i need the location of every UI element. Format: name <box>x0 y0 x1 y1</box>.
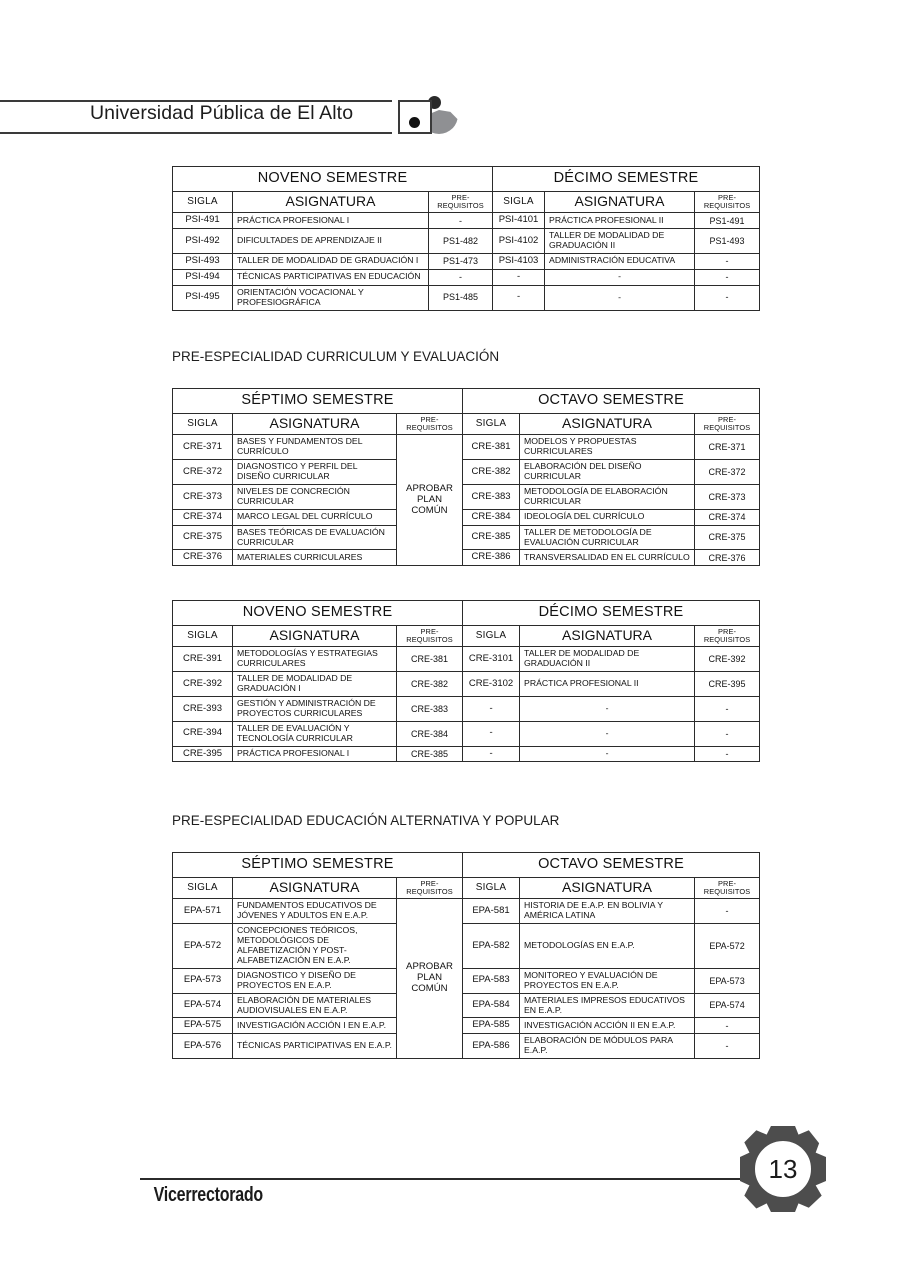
column-header-asignatura-right: ASIGNATURA <box>520 413 695 435</box>
cell-asignatura: DIFICULTADES DE APRENDIZAJE II <box>233 229 429 254</box>
table-row <box>173 968 760 993</box>
cell-sigla: CRE-392 <box>173 672 233 697</box>
cell-prereq: EPA-572 <box>695 924 760 969</box>
column-header-sigla-left: SIGLA <box>173 413 233 435</box>
cell-sigla: EPA-584 <box>463 993 520 1018</box>
column-header-prereq-left: PRE-REQUISITOS <box>397 625 463 647</box>
cell-sigla: CRE-385 <box>463 525 520 550</box>
cell-sigla: CRE-395 <box>173 746 233 762</box>
cell-sigla: PSI-4101 <box>493 213 545 229</box>
page-title: Universidad Pública de El Alto <box>90 102 354 124</box>
cell-asignatura: TRANSVERSALIDAD EN EL CURRÍCULO <box>520 550 695 566</box>
cell-asignatura: HISTORIA DE E.A.P. EN BOLIVIA Y AMÉRICA LATINA <box>520 899 695 924</box>
cell-asignatura: - <box>545 285 695 310</box>
cell-prereq: PS1-482 <box>429 229 493 254</box>
column-header-asignatura-left: ASIGNATURA <box>233 191 429 213</box>
column-header-prereq-right: PRE-REQUISITOS <box>695 191 760 213</box>
cell-prereq: CRE-374 <box>695 509 760 525</box>
cell-sigla: CRE-375 <box>173 525 233 550</box>
semester-title-right: OCTAVO SEMESTRE <box>463 389 760 414</box>
cell-asignatura: TALLER DE EVALUACIÓN Y TECNOLOGÍA CURRICULAR <box>233 721 397 746</box>
cell-sigla: PSI-491 <box>173 213 233 229</box>
cell-asignatura: FUNDAMENTOS EDUCATIVOS DE JÓVENES Y ADULTOS EN E.A.P. <box>233 899 397 924</box>
cell-sigla: EPA-574 <box>173 993 233 1018</box>
cell-asignatura: PRÁCTICA PROFESIONAL I <box>233 746 397 762</box>
table-row <box>173 721 760 746</box>
cell-asignatura: MARCO LEGAL DEL CURRÍCULO <box>233 509 397 525</box>
cell-sigla: CRE-382 <box>463 460 520 485</box>
header-rule-bottom <box>0 132 392 134</box>
table-header-row <box>173 853 760 878</box>
cell-asignatura: IDEOLOGÍA DEL CURRÍCULO <box>520 509 695 525</box>
cell-sigla: CRE-386 <box>463 550 520 566</box>
column-header-sigla-left: SIGLA <box>173 191 233 213</box>
column-header-asignatura-right: ASIGNATURA <box>545 191 695 213</box>
column-header-asignatura-left: ASIGNATURA <box>233 625 397 647</box>
cell-sigla: EPA-575 <box>173 1018 233 1034</box>
table-psi-noveno-decimo <box>172 166 760 311</box>
cell-prereq: - <box>695 721 760 746</box>
table-row <box>173 924 760 969</box>
column-header-sigla-left: SIGLA <box>173 877 233 899</box>
cell-asignatura: - <box>545 269 695 285</box>
cell-prereq: CRE-384 <box>397 721 463 746</box>
cell-asignatura: TÉCNICAS PARTICIPATIVAS EN EDUCACIÓN <box>233 269 429 285</box>
cell-asignatura: GESTIÓN Y ADMINISTRACIÓN DE PROYECTOS CURRICULARES <box>233 697 397 722</box>
cell-asignatura: MATERIALES IMPRESOS EDUCATIVOS EN E.A.P. <box>520 993 695 1018</box>
table-row <box>173 899 760 924</box>
cell-sigla: PSI-4103 <box>493 254 545 270</box>
cell-prereq: - <box>695 285 760 310</box>
cell-asignatura: ELABORACIÓN DEL DISEÑO CURRICULAR <box>520 460 695 485</box>
cell-asignatura: METODOLOGÍAS Y ESTRATEGIAS CURRICULARES <box>233 647 397 672</box>
table-row <box>173 672 760 697</box>
cell-asignatura: ADMINISTRACIÓN EDUCATIVA <box>545 254 695 270</box>
cell-asignatura: ELABORACIÓN DE MÓDULOS PARA E.A.P. <box>520 1034 695 1059</box>
cell-prereq: PS1-473 <box>429 254 493 270</box>
cell-sigla: EPA-576 <box>173 1034 233 1059</box>
column-header-prereq-right: PRE-REQUISITOS <box>695 625 760 647</box>
logo-dot-icon <box>409 117 420 128</box>
cell-sigla: EPA-573 <box>173 968 233 993</box>
cell-asignatura: TALLER DE MODALIDAD DE GRADUACIÓN II <box>545 229 695 254</box>
cell-asignatura: METODOLOGÍAS EN E.A.P. <box>520 924 695 969</box>
column-header-prereq-left: PRE-REQUISITOS <box>429 191 493 213</box>
table-column-header-row <box>173 413 760 435</box>
cell-asignatura: TALLER DE METODOLOGÍA DE EVALUACIÓN CURRICULAR <box>520 525 695 550</box>
cell-sigla: EPA-586 <box>463 1034 520 1059</box>
column-header-prereq-right: PRE-REQUISITOS <box>695 413 760 435</box>
cell-asignatura: INVESTIGACIÓN ACCIÓN II EN E.A.P. <box>520 1018 695 1034</box>
cell-prereq-merged: APROBAR PLAN COMÚN <box>397 435 463 566</box>
cell-prereq: PS1-485 <box>429 285 493 310</box>
cell-sigla: EPA-571 <box>173 899 233 924</box>
cell-prereq: - <box>429 269 493 285</box>
table-row <box>173 647 760 672</box>
column-header-sigla-right: SIGLA <box>493 191 545 213</box>
semester-title-left: SÉPTIMO SEMESTRE <box>173 389 463 414</box>
cell-asignatura: MODELOS Y PROPUESTAS CURRICULARES <box>520 435 695 460</box>
cell-asignatura: TALLER DE MODALIDAD DE GRADUACIÓN I <box>233 254 429 270</box>
cell-sigla: CRE-381 <box>463 435 520 460</box>
footer-rule <box>140 1178 755 1180</box>
table-row <box>173 550 760 566</box>
cell-sigla: PSI-494 <box>173 269 233 285</box>
cell-prereq: - <box>695 697 760 722</box>
page-number: 13 <box>768 1153 798 1184</box>
table-row <box>173 213 760 229</box>
cell-sigla: CRE-372 <box>173 460 233 485</box>
cell-sigla: PSI-4102 <box>493 229 545 254</box>
column-header-asignatura-right: ASIGNATURA <box>520 625 695 647</box>
table-row <box>173 435 760 460</box>
column-header-sigla-right: SIGLA <box>463 877 520 899</box>
table-row <box>173 509 760 525</box>
column-header-asignatura-right: ASIGNATURA <box>520 877 695 899</box>
cell-prereq: CRE-382 <box>397 672 463 697</box>
cell-sigla: - <box>463 746 520 762</box>
cell-asignatura: MONITOREO Y EVALUACIÓN DE PROYECTOS EN E.A.P. <box>520 968 695 993</box>
cell-asignatura: TALLER DE MODALIDAD DE GRADUACIÓN I <box>233 672 397 697</box>
column-header-sigla-right: SIGLA <box>463 625 520 647</box>
table-row <box>173 1018 760 1034</box>
cell-asignatura: PRÁCTICA PROFESIONAL II <box>545 213 695 229</box>
cell-prereq: CRE-395 <box>695 672 760 697</box>
cell-prereq: CRE-383 <box>397 697 463 722</box>
cell-sigla: - <box>493 269 545 285</box>
cell-asignatura: BASES Y FUNDAMENTOS DEL CURRÍCULO <box>233 435 397 460</box>
cell-prereq: - <box>695 254 760 270</box>
column-header-sigla-left: SIGLA <box>173 625 233 647</box>
cell-sigla: CRE-384 <box>463 509 520 525</box>
cell-prereq: CRE-373 <box>695 485 760 510</box>
cell-sigla: PSI-492 <box>173 229 233 254</box>
table-row <box>173 254 760 270</box>
table-row <box>173 525 760 550</box>
table-header-row <box>173 389 760 414</box>
cell-prereq: PS1-491 <box>695 213 760 229</box>
cell-sigla: CRE-3101 <box>463 647 520 672</box>
cell-prereq: - <box>695 1034 760 1059</box>
table-row <box>173 460 760 485</box>
cell-asignatura: TALLER DE MODALIDAD DE GRADUACIÓN II <box>520 647 695 672</box>
column-header-prereq-left: PRE-REQUISITOS <box>397 877 463 899</box>
cell-prereq: - <box>695 899 760 924</box>
column-header-sigla-right: SIGLA <box>463 413 520 435</box>
cell-prereq: CRE-371 <box>695 435 760 460</box>
section-title-curriculum: PRE-ESPECIALIDAD CURRICULUM Y EVALUACIÓN <box>172 349 500 364</box>
table-row <box>173 269 760 285</box>
semester-title-left: SÉPTIMO SEMESTRE <box>173 853 463 878</box>
cell-asignatura: ORIENTACIÓN VOCACIONAL Y PROFESIOGRÁFICA <box>233 285 429 310</box>
cell-asignatura: PRÁCTICA PROFESIONAL I <box>233 213 429 229</box>
table-cre-septimo-octavo <box>172 388 760 566</box>
table-column-header-row <box>173 191 760 213</box>
logo-box-icon <box>398 100 432 134</box>
cell-prereq: EPA-574 <box>695 993 760 1018</box>
page-header <box>0 100 460 136</box>
table-row <box>173 993 760 1018</box>
cell-sigla: PSI-493 <box>173 254 233 270</box>
cell-sigla: - <box>463 697 520 722</box>
cell-sigla: EPA-572 <box>173 924 233 969</box>
semester-title-left: NOVENO SEMESTRE <box>173 601 463 626</box>
cell-sigla: CRE-373 <box>173 485 233 510</box>
cell-prereq: CRE-381 <box>397 647 463 672</box>
cell-sigla: - <box>493 285 545 310</box>
cell-asignatura: METODOLOGÍA DE ELABORACIÓN CURRICULAR <box>520 485 695 510</box>
cell-sigla: - <box>463 721 520 746</box>
cell-prereq: CRE-385 <box>397 746 463 762</box>
cell-prereq: - <box>695 269 760 285</box>
cell-prereq: - <box>695 746 760 762</box>
table-epa-septimo-octavo <box>172 852 760 1059</box>
table-row <box>173 1034 760 1059</box>
table-row <box>173 697 760 722</box>
cell-asignatura: ELABORACIÓN DE MATERIALES AUDIOVISUALES EN E.A.P. <box>233 993 397 1018</box>
cell-asignatura: DIAGNOSTICO Y DISEÑO DE PROYECTOS EN E.A.P. <box>233 968 397 993</box>
cell-prereq: CRE-372 <box>695 460 760 485</box>
column-header-prereq-left: PRE-REQUISITOS <box>397 413 463 435</box>
cell-asignatura: - <box>520 721 695 746</box>
cell-asignatura: - <box>520 746 695 762</box>
cell-sigla: CRE-394 <box>173 721 233 746</box>
table-header-row <box>173 601 760 626</box>
cell-asignatura: NIVELES DE CONCRECIÓN CURRICULAR <box>233 485 397 510</box>
cell-sigla: CRE-376 <box>173 550 233 566</box>
upea-logo <box>398 96 460 140</box>
cell-sigla: EPA-582 <box>463 924 520 969</box>
semester-title-left: NOVENO SEMESTRE <box>173 167 493 192</box>
cell-asignatura: - <box>520 697 695 722</box>
table-cre-noveno-decimo <box>172 600 760 762</box>
column-header-prereq-right: PRE-REQUISITOS <box>695 877 760 899</box>
cell-asignatura: BASES TEÓRICAS DE EVALUACIÓN CURRICULAR <box>233 525 397 550</box>
cell-sigla: EPA-583 <box>463 968 520 993</box>
table-row <box>173 285 760 310</box>
section-title-educacion-alternativa: PRE-ESPECIALIDAD EDUCACIÓN ALTERNATIVA Y POPULAR <box>172 813 560 828</box>
semester-title-right: DÉCIMO SEMESTRE <box>493 167 760 192</box>
table-row <box>173 485 760 510</box>
cell-asignatura: INVESTIGACIÓN ACCIÓN I EN E.A.P. <box>233 1018 397 1034</box>
cell-prereq: - <box>695 1018 760 1034</box>
semester-title-right: OCTAVO SEMESTRE <box>463 853 760 878</box>
cell-asignatura: DIAGNOSTICO Y PERFIL DEL DISEÑO CURRICULAR <box>233 460 397 485</box>
table-header-row <box>173 167 760 192</box>
table-column-header-row <box>173 625 760 647</box>
cell-asignatura: TÉCNICAS PARTICIPATIVAS EN E.A.P. <box>233 1034 397 1059</box>
table-column-header-row <box>173 877 760 899</box>
cell-sigla: CRE-391 <box>173 647 233 672</box>
cell-prereq: PS1-493 <box>695 229 760 254</box>
cell-prereq: CRE-392 <box>695 647 760 672</box>
footer-brand <box>140 1184 277 1207</box>
table-row <box>173 746 760 762</box>
cell-prereq: CRE-376 <box>695 550 760 566</box>
cell-sigla: CRE-393 <box>173 697 233 722</box>
cell-asignatura: CONCEPCIONES TEÓRICOS, METODOLÓGICOS DE ALFABETIZACIÓN Y POST-ALFABETIZACIÓN EN E.A.P. <box>233 924 397 969</box>
cell-asignatura: PRÁCTICA PROFESIONAL II <box>520 672 695 697</box>
cell-sigla: CRE-3102 <box>463 672 520 697</box>
cell-prereq: - <box>429 213 493 229</box>
page-number-badge <box>740 1126 826 1212</box>
cell-sigla: EPA-581 <box>463 899 520 924</box>
cell-prereq: CRE-375 <box>695 525 760 550</box>
cell-sigla: CRE-371 <box>173 435 233 460</box>
column-header-asignatura-left: ASIGNATURA <box>233 413 397 435</box>
cell-sigla: PSI-495 <box>173 285 233 310</box>
semester-title-right: DÉCIMO SEMESTRE <box>463 601 760 626</box>
column-header-asignatura-left: ASIGNATURA <box>233 877 397 899</box>
cell-sigla: CRE-374 <box>173 509 233 525</box>
cell-prereq: EPA-573 <box>695 968 760 993</box>
cell-prereq-merged: APROBAR PLAN COMÚN <box>397 899 463 1059</box>
cell-asignatura: MATERIALES CURRICULARES <box>233 550 397 566</box>
cell-sigla: EPA-585 <box>463 1018 520 1034</box>
footer-brand-text: Vicerrectorado <box>153 1184 263 1206</box>
cell-sigla: CRE-383 <box>463 485 520 510</box>
table-row <box>173 229 760 254</box>
